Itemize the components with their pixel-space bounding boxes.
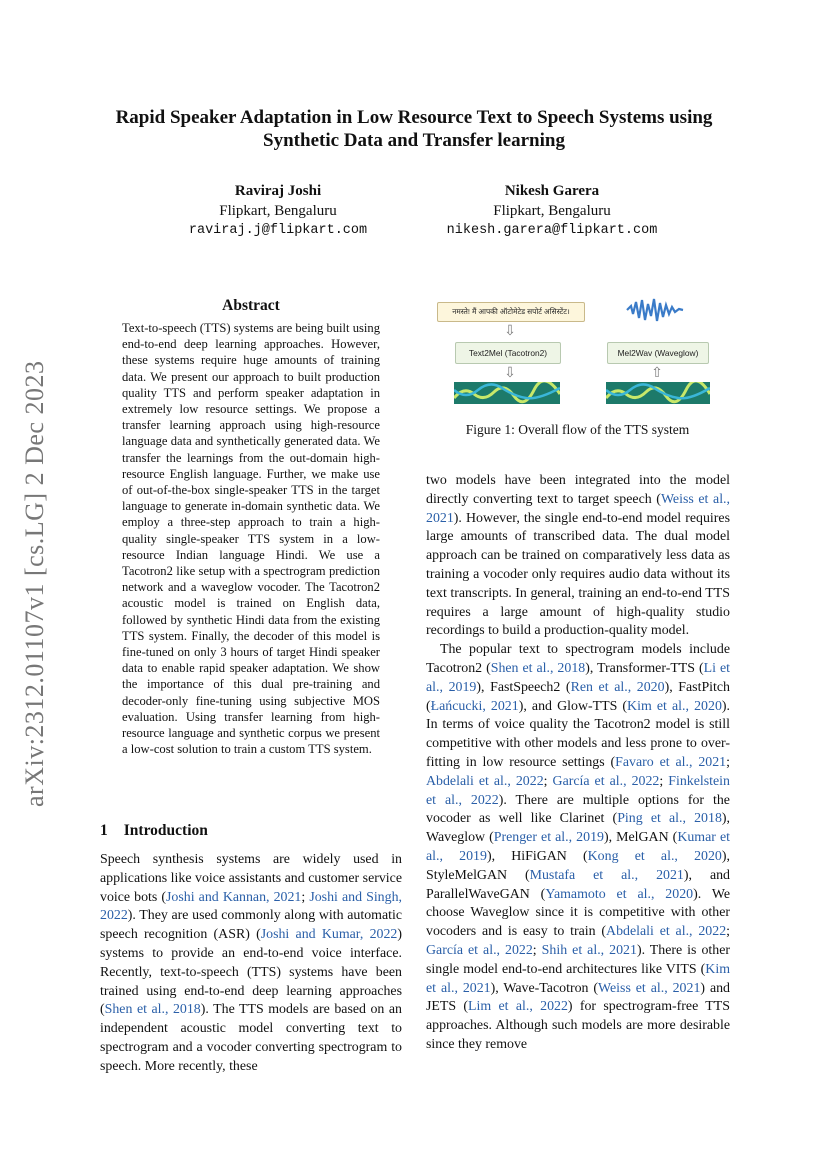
- body-text: ). In terms of voice quality the Tacotron2 model is still competitive with other models and less prone to over-fitting in low resource settings (: [426, 698, 731, 770]
- author-affiliation: Flipkart, Bengaluru: [493, 202, 611, 219]
- body-text: ), StyleMelGAN (: [426, 848, 730, 883]
- citation-link[interactable]: García et al., 2022: [426, 942, 533, 958]
- citation-link[interactable]: García et al., 2022: [552, 773, 660, 789]
- author-email[interactable]: raviraj.j@flipkart.com: [188, 223, 368, 238]
- body-text: ;: [659, 773, 669, 789]
- citation-link[interactable]: Finkelstein et al., 2022: [426, 773, 730, 808]
- body-text: ), HiFiGAN (: [486, 848, 588, 864]
- paper-title: Rapid Speaker Adaptation in Low Resource Text to Speech Systems using Synthetic Data and Transfer learning: [115, 107, 713, 151]
- citation-link[interactable]: Li et al., 2019: [426, 660, 730, 695]
- body-text: ). We choose Waveglow since it is competitive with other vocoders and is easy to train (: [426, 886, 730, 940]
- up-arrow-icon: ⇧: [651, 365, 663, 381]
- intro-paragraph: [426, 641, 730, 1055]
- citation-link[interactable]: Abdelali et al., 2022: [606, 924, 727, 940]
- intro-paragraph: [426, 472, 730, 641]
- body-text: ), Wave-Tacotron (: [490, 980, 599, 996]
- citation-link[interactable]: Kim et al., 2020: [627, 698, 722, 714]
- author-block-1: [148, 182, 408, 241]
- figure-1: [425, 294, 730, 414]
- body-text: ;: [532, 942, 542, 958]
- citation-link[interactable]: Prenger et al., 2019: [493, 830, 604, 846]
- body-text: ), and ParallelWaveGAN (: [426, 867, 731, 902]
- section-heading: [100, 822, 208, 840]
- citation-link[interactable]: Łańcucki, 2021: [430, 698, 519, 714]
- spectrogram-icon: [454, 382, 560, 404]
- abstract-heading: Abstract: [222, 297, 280, 314]
- citation-link[interactable]: Favaro et al., 2021: [615, 754, 727, 770]
- intro-left-column: [100, 851, 402, 1077]
- citation-link[interactable]: Ren et al., 2020: [570, 679, 665, 695]
- body-text: ) for spectrogram-free TTS approaches. Although such models are more desirable since they remove: [426, 999, 730, 1052]
- body-text: ), FastPitch (: [426, 679, 731, 714]
- down-arrow-icon: ⇩: [504, 365, 516, 381]
- citation-link[interactable]: Kim et al., 2021: [426, 961, 730, 996]
- body-text: ). They are used commonly along with automatic speech recognition (ASR) (: [100, 908, 402, 943]
- section-number: 1: [100, 822, 108, 839]
- author-block-2: [422, 182, 682, 241]
- figure-caption: Figure 1: Overall flow of the TTS system: [465, 422, 690, 437]
- citation-link[interactable]: Mustafa et al., 2021: [529, 867, 684, 883]
- body-text: ), and Glow-TTS (: [518, 698, 628, 714]
- down-arrow-icon: ⇩: [504, 323, 516, 339]
- body-text: ). However, the single end-to-end model requires large amounts of transcribed data. The dual model approach can be trained on comparatively less data as training a vocoder only requires audio data without its text transcripts. In general, training an end-to-end TTS requires a large amount of high-quality studio recordings to build a production-quality model.: [426, 510, 730, 639]
- abstract-text: Text-to-speech (TTS) systems are being built using end-to-end deep learning approaches. However, these systems require huge amounts of training data. We present our approach to built production quality TTS and perform speaker adaptation in extremely low resource settings. We propose a transfer learning approach using high-resource language data and synthetically generated data. We transfer the learnings from the out-domain high-resource English language. Further, we make use of out-of-the-box single-speaker TTS in the target language to generate in-domain synthetic data. We employ a three-step approach to train a high-quality single-speaker TTS system in a low-resource Indian language Hindi. We use a Tacotron2 like setup with a spectrogram prediction network and a waveglow vocoder. The Tacotron2 acoustic model is trained on English data, followed by synthetic Hindi data from the existing TTS system. Finally, the decoder of this model is fine-tuned on only 3 hours of target Hindi speaker data to enable rapid speaker adaptation. We show the importance of this dual pre-training and decoder-only fine-tuning using subjective MOS evaluation. Using transfer learning from high-resource language and synthetic corpus we present a low-cost solution to train a custom TTS system.: [122, 321, 380, 757]
- author-name: Raviraj Joshi: [234, 183, 322, 199]
- body-text: two models have been integrated into the model directly converting text to target speech (: [426, 473, 730, 507]
- body-text: ). The TTS models are based on an independent acoustic model converting text to spectrogram and a vocoder converting spectrogram to speech. More recently, these: [100, 1002, 402, 1074]
- author-name: Nikesh Garera: [504, 183, 600, 199]
- citation-link[interactable]: Shen et al., 2018: [104, 1002, 201, 1018]
- body-text: ;: [543, 773, 553, 789]
- waveform-icon: [625, 296, 685, 324]
- body-text: ), MelGAN (: [603, 830, 678, 846]
- body-text: The popular text to spectrogram models include Tacotron2 (: [426, 642, 730, 676]
- citation-link[interactable]: Kong et al., 2020: [587, 848, 722, 864]
- section-title: Introduction: [123, 822, 208, 839]
- citation-link[interactable]: Abdelali et al., 2022: [426, 773, 544, 789]
- body-text: ). There are multiple options for the vocoder as well like Clarinet (: [426, 792, 730, 827]
- citation-link[interactable]: Joshi and Singh, 2022: [100, 889, 402, 924]
- spectrogram-icon: [606, 382, 710, 404]
- intro-paragraph: [100, 851, 402, 1077]
- text2mel-box: Text2Mel (Tacotron2): [455, 342, 561, 364]
- author-affiliation: Flipkart, Bengaluru: [219, 202, 337, 219]
- author-email[interactable]: nikesh.garera@flipkart.com: [446, 223, 658, 238]
- body-text: ), Waveglow (: [426, 811, 730, 846]
- arxiv-identifier: arXiv:2312.01107v1 [cs.LG] 2 Dec 2023: [20, 360, 49, 807]
- body-text: ). There is other single model end-to-end architectures like VITS (: [426, 942, 730, 977]
- body-text: ) systems to provide an end-to-end voice interface. Recently, text-to-speech (TTS) systems have been trained using end-to-end deep learning approaches (: [100, 927, 403, 1018]
- citation-link[interactable]: Weiss et al., 2021: [598, 980, 701, 996]
- mel2wav-box: Mel2Wav (Waveglow): [607, 342, 709, 364]
- citation-link[interactable]: Lim et al., 2022: [468, 999, 568, 1015]
- body-text: ), FastSpeech2 (: [476, 679, 571, 695]
- citation-link[interactable]: Shen et al., 2018: [490, 660, 586, 676]
- body-text: ), Transformer-TTS (: [585, 660, 704, 676]
- citation-link[interactable]: Kumar et al., 2019: [426, 830, 731, 864]
- body-text: ;: [726, 754, 730, 770]
- citation-link[interactable]: Joshi and Kumar, 2022: [260, 927, 398, 943]
- body-text: ;: [301, 889, 310, 905]
- citation-link[interactable]: Joshi and Kannan, 2021: [166, 889, 302, 905]
- body-text: ) and JETS (: [426, 980, 730, 1015]
- input-text-box: नमस्ते! मैं आपकी ऑटोमेटेड सपोर्ट असिस्टेंट।: [437, 302, 585, 322]
- body-text: ;: [726, 924, 730, 940]
- citation-link[interactable]: Ping et al., 2018: [617, 811, 722, 827]
- citation-link[interactable]: Weiss et al., 2021: [426, 491, 730, 526]
- citation-link[interactable]: Yamamoto et al., 2020: [545, 886, 694, 902]
- intro-right-column: [426, 472, 730, 1055]
- citation-link[interactable]: Shih et al., 2021: [541, 942, 637, 958]
- body-text: Speech synthesis systems are widely used in applications like voice assistants and customer service voice bots (: [100, 852, 402, 905]
